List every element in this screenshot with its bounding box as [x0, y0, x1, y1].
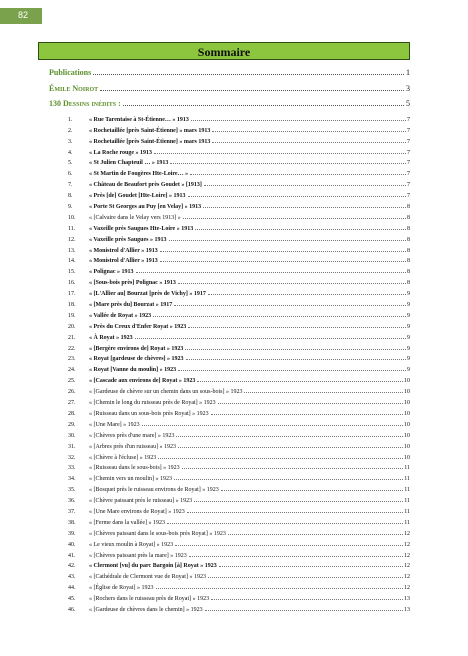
- entry-title: « [Rochers dans le ruisseau près de Royat] » 1923: [89, 596, 210, 603]
- entry-number: 26.: [68, 389, 76, 396]
- entry-number: 13.: [68, 247, 76, 254]
- dot-leader: [205, 610, 403, 611]
- toc-entry[interactable]: [68, 591, 410, 602]
- toc-entry[interactable]: [68, 254, 410, 265]
- dot-leader: [174, 479, 403, 480]
- entry-number: 21.: [68, 334, 76, 341]
- toc-entry[interactable]: [68, 123, 410, 134]
- dot-leader: [178, 447, 403, 448]
- entry-number: 44.: [68, 585, 76, 592]
- entry-number: 15.: [68, 269, 76, 276]
- dot-leader: [93, 74, 404, 75]
- entry-page: 8: [407, 247, 410, 254]
- toc-entry[interactable]: [68, 188, 410, 199]
- entry-page: 9: [407, 291, 410, 298]
- dot-leader: [154, 153, 406, 154]
- dot-leader: [208, 294, 406, 295]
- page-number: 82: [18, 10, 29, 20]
- entry-title: « [Chèvres près d'une mare] » 1923: [89, 432, 175, 439]
- toc-entry[interactable]: [68, 232, 410, 243]
- toc-entry[interactable]: [68, 526, 410, 537]
- entry-page: 10: [404, 410, 410, 417]
- toc-entry[interactable]: [68, 199, 410, 210]
- entry-number: 45.: [68, 596, 76, 603]
- entry-title: « Polignac » 1913: [89, 269, 134, 276]
- entry-number: 4.: [68, 149, 73, 156]
- entry-number: 29.: [68, 421, 76, 428]
- entry-title: « [Bergère environs de] Royat » 1923: [89, 345, 184, 352]
- entry-page: 9: [407, 367, 410, 374]
- entry-page: 10: [404, 443, 410, 450]
- dot-leader: [136, 272, 407, 273]
- toc-entry[interactable]: [68, 417, 410, 428]
- entry-number: 33.: [68, 465, 76, 472]
- entry-title: « Rue Tarentaise à St-Étienne… » 1913: [89, 116, 189, 123]
- drawing-list: [68, 112, 410, 613]
- entry-number: 40.: [68, 541, 76, 548]
- entry-title: « Près [de] Goudet [Hte-Loire] » 1913: [89, 193, 186, 200]
- dot-leader: [158, 458, 403, 459]
- page-title: Sommaire: [197, 45, 251, 59]
- entry-number: 2.: [68, 127, 73, 134]
- dot-leader: [142, 425, 403, 426]
- dot-leader: [156, 588, 404, 589]
- entry-title: « [Une Mare environs de Royat] » 1923: [89, 508, 185, 515]
- entry-title: « Près du Creux d'Enfer Royat » 1923: [89, 323, 187, 330]
- entry-number: 37.: [68, 508, 76, 515]
- entry-page: 11: [404, 498, 410, 505]
- entry-number: 18.: [68, 302, 76, 309]
- entry-number: 10.: [68, 214, 76, 221]
- entry-number: 11.: [68, 225, 76, 232]
- dot-leader: [203, 207, 406, 208]
- entry-title: « [Ruisseau dans un sous-bois près Royat] » 1923: [89, 410, 209, 417]
- toc-top-label: 130 Dessins inédits :: [49, 99, 121, 108]
- dot-leader: [208, 577, 403, 578]
- toc-entry[interactable]: [68, 221, 410, 232]
- dot-leader: [219, 566, 403, 567]
- toc-entry[interactable]: [68, 156, 410, 167]
- entry-page: 8: [407, 280, 410, 287]
- dot-leader: [169, 240, 406, 241]
- dot-leader: [170, 163, 406, 164]
- dot-leader: [211, 599, 403, 600]
- entry-title: « [Gardeuse de chèvre sur un chemin dans un sous-bois] » 1923: [89, 389, 243, 396]
- entry-title: « [Ferme dans la vallée] » 1923: [89, 519, 165, 526]
- entry-number: 27.: [68, 400, 76, 407]
- toc-entry[interactable]: [68, 341, 410, 352]
- entry-title: « [L'Allier au] Bourzat [près de Vichy] » 1917: [89, 291, 206, 298]
- toc-entry[interactable]: [68, 602, 410, 613]
- toc-entry[interactable]: [68, 373, 410, 384]
- entry-title: « [Sous-bois près] Polignac » 1913: [89, 280, 176, 287]
- entry-number: 42.: [68, 563, 76, 570]
- entry-page: 8: [407, 204, 410, 211]
- dot-leader: [228, 534, 403, 535]
- entry-title: « [Mare près du] Bourzat » 1917: [89, 302, 173, 309]
- toc-entry[interactable]: [68, 384, 410, 395]
- toc-entry[interactable]: [68, 482, 410, 493]
- entry-number: 12.: [68, 236, 76, 243]
- entry-title: « Le vieux moulin à Royat] » 1923: [89, 541, 174, 548]
- entry-number: 24.: [68, 367, 76, 374]
- entry-number: 39.: [68, 530, 76, 537]
- toc-entry[interactable]: [68, 569, 410, 580]
- entry-page: 13: [404, 606, 410, 613]
- entry-page: 9: [407, 356, 410, 363]
- toc-top-page: 3: [406, 84, 410, 93]
- entry-title: « Clermont [vu] du parc Bargoin [à] Royat » 1923: [89, 563, 217, 570]
- toc-entry[interactable]: [68, 471, 410, 482]
- entry-page: 9: [407, 312, 410, 319]
- entry-page: 7: [407, 182, 410, 189]
- dot-leader: [194, 501, 403, 502]
- entry-number: 6.: [68, 171, 73, 178]
- entry-page: 7: [407, 193, 410, 200]
- toc-entry[interactable]: [68, 264, 410, 275]
- entry-page: 13: [404, 596, 410, 603]
- dot-leader: [160, 251, 406, 252]
- entry-page: 7: [407, 127, 410, 134]
- dot-leader: [186, 359, 406, 360]
- toc-entry[interactable]: [68, 515, 410, 526]
- entry-page: 9: [407, 323, 410, 330]
- toc-entry[interactable]: [68, 395, 410, 406]
- toc-entry[interactable]: [68, 406, 410, 417]
- entry-number: 1.: [68, 116, 73, 123]
- dot-leader: [100, 90, 404, 91]
- summary-title-box: [38, 42, 410, 60]
- toc-entry[interactable]: [68, 559, 410, 570]
- entry-number: 34.: [68, 476, 76, 483]
- entry-number: 14.: [68, 258, 76, 265]
- toc-entry[interactable]: [68, 286, 410, 297]
- entry-title: « [Chèvres paissant dans le sous-bois près Royat] » 1923: [89, 530, 226, 537]
- toc-entry[interactable]: [68, 504, 410, 515]
- entry-title: « [Cathédrale de Clermont vue de Royat] » 1923: [89, 574, 206, 581]
- entry-number: 3.: [68, 138, 73, 145]
- entry-page: 9: [407, 334, 410, 341]
- toc-entry[interactable]: [68, 537, 410, 548]
- entry-page: 7: [407, 149, 410, 156]
- entry-title: « Royat [gardeuse de chèvres] » 1923: [89, 356, 184, 363]
- toc-entry[interactable]: [68, 362, 410, 373]
- entry-page: 7: [407, 171, 410, 178]
- entry-title: « Vaxeille près Saugues » 1913: [89, 236, 167, 243]
- entry-number: 16.: [68, 280, 76, 287]
- toc-entry[interactable]: [68, 166, 410, 177]
- entry-title: « Rochetaillée [près Saint-Étienne] » mars 1913: [89, 138, 211, 145]
- toc-entry[interactable]: [68, 428, 410, 439]
- entry-page: 9: [407, 302, 410, 309]
- entry-title: « [Ruisseau dans le sous-bois] » 1923: [89, 465, 180, 472]
- toc-top-page: 5: [406, 99, 410, 108]
- entry-title: « [Gardeuse de chèvres dans le chemin] » 1923: [89, 606, 203, 613]
- entry-number: 36.: [68, 498, 76, 505]
- entry-page: 7: [407, 160, 410, 167]
- dot-leader: [221, 490, 403, 491]
- entry-title: « [Une Mare] » 1923: [89, 421, 140, 428]
- toc-entry[interactable]: [68, 319, 410, 330]
- entry-page: 8: [407, 258, 410, 265]
- dot-leader: [212, 131, 406, 132]
- dot-leader: [178, 370, 406, 371]
- entry-title: « St Julien Chapteuil … » 1913: [89, 160, 169, 167]
- entry-number: 31.: [68, 443, 76, 450]
- toc-entry[interactable]: [68, 297, 410, 308]
- entry-title: « [Chèvre paissant près le ruisseau] » 1923: [89, 498, 193, 505]
- entry-number: 19.: [68, 312, 76, 319]
- entry-number: 41.: [68, 552, 76, 559]
- entry-title: « Rochetaillée [près Saint-Étienne] » mars 1913: [89, 127, 211, 134]
- entry-page: 8: [407, 269, 410, 276]
- entry-title: « [Église de Royat] » 1923: [89, 585, 154, 592]
- dot-leader: [175, 545, 403, 546]
- toc-top-entry[interactable]: [49, 67, 410, 77]
- entry-page: 12: [404, 563, 410, 570]
- entry-number: 28.: [68, 410, 76, 417]
- dot-leader: [191, 120, 406, 121]
- entry-page: 11: [404, 519, 410, 526]
- toc-entry[interactable]: [68, 330, 410, 341]
- entry-title: « Monistrol d'Allier » 1913: [89, 258, 158, 265]
- entry-title: « [Arbres près d'un ruisseau] » 1923: [89, 443, 177, 450]
- entry-number: 46.: [68, 606, 76, 613]
- dot-leader: [211, 414, 403, 415]
- entry-page: 11: [404, 476, 410, 483]
- toc-entry[interactable]: [68, 352, 410, 363]
- toc-top-entry[interactable]: [49, 83, 410, 93]
- entry-title: « [Bosquet près le ruisseau environs de Royat] » 1923: [89, 487, 219, 494]
- toc-entry[interactable]: [68, 493, 410, 504]
- dot-leader: [135, 338, 406, 339]
- entry-number: 9.: [68, 204, 73, 211]
- toc-entry[interactable]: [68, 275, 410, 286]
- dot-leader: [176, 436, 403, 437]
- dot-leader: [244, 392, 403, 393]
- dot-leader: [187, 512, 403, 513]
- dot-leader: [123, 105, 404, 106]
- entry-number: 17.: [68, 291, 76, 298]
- entry-number: 30.: [68, 432, 76, 439]
- entry-page: 12: [404, 530, 410, 537]
- entry-title: « Vaxeille près Saugues Hte-Loire » 1913: [89, 225, 194, 232]
- entry-page: 8: [407, 225, 410, 232]
- entry-page: 11: [404, 487, 410, 494]
- toc-top-label: Émile Noirot: [49, 84, 99, 93]
- dot-leader: [183, 218, 406, 219]
- entry-page: 12: [404, 585, 410, 592]
- dot-leader: [178, 283, 406, 284]
- entry-number: 25.: [68, 378, 76, 385]
- entry-title: « Monistrol d'Allier » 1913: [89, 247, 158, 254]
- entry-title: « Vallée de Royat » 1923: [89, 312, 152, 319]
- entry-title: « [Chèvre à l'écluse] » 1923: [89, 454, 157, 461]
- toc-entry[interactable]: [68, 112, 410, 123]
- toc-top-label: Publications: [49, 68, 92, 77]
- toc-top-page: 1: [406, 68, 410, 77]
- entry-title: « [Calvaire dans le Velay vers 1913] »: [89, 214, 181, 221]
- entry-number: 8.: [68, 193, 73, 200]
- dot-leader: [153, 316, 406, 317]
- entry-title: « [Chemin vers un moulin] » 1923: [89, 476, 172, 483]
- entry-number: 22.: [68, 345, 76, 352]
- toc-entry[interactable]: [68, 308, 410, 319]
- entry-page: 9: [407, 345, 410, 352]
- entry-title: « [Cascade aux environs de] Royat » 1923: [89, 378, 196, 385]
- dot-leader: [182, 468, 404, 469]
- toc-entry[interactable]: [68, 439, 410, 450]
- entry-title: « [Chèvres paissant près la mare] » 1923: [89, 552, 187, 559]
- entry-number: 20.: [68, 323, 76, 330]
- entry-number: 38.: [68, 519, 76, 526]
- entry-title: « St Martin de Fougères Hte-Loire… »: [89, 171, 189, 178]
- dot-leader: [174, 305, 406, 306]
- toc-entry[interactable]: [68, 134, 410, 145]
- dot-leader: [204, 185, 406, 186]
- entry-page: 7: [407, 116, 410, 123]
- dot-leader: [188, 327, 406, 328]
- dot-leader: [185, 349, 406, 350]
- entry-page: 7: [407, 138, 410, 145]
- dot-leader: [188, 196, 406, 197]
- dot-leader: [218, 403, 403, 404]
- toc-entry[interactable]: [68, 243, 410, 254]
- entry-page: 10: [404, 389, 410, 396]
- entry-title: « [Chemin le long du ruisseau près de Royat] » 1923: [89, 400, 216, 407]
- dot-leader: [190, 174, 406, 175]
- dot-leader: [167, 523, 403, 524]
- dot-leader: [189, 556, 403, 557]
- toc-top-entry[interactable]: [49, 98, 410, 108]
- dot-leader: [195, 229, 406, 230]
- toc-entry[interactable]: [68, 177, 410, 188]
- entry-page: 12: [404, 541, 410, 548]
- toc-entry[interactable]: [68, 450, 410, 461]
- entry-page: 11: [404, 465, 410, 472]
- entry-title: « Porte St Georges au Puy [en Velay] » 1913: [89, 204, 202, 211]
- toc-entry[interactable]: [68, 461, 410, 472]
- entry-title: « À Royat » 1923: [89, 334, 133, 341]
- toc-entry[interactable]: [68, 580, 410, 591]
- entry-number: 7.: [68, 182, 73, 189]
- entry-number: 32.: [68, 454, 76, 461]
- entry-page: 10: [404, 378, 410, 385]
- toc-entry[interactable]: [68, 210, 410, 221]
- entry-page: 10: [404, 454, 410, 461]
- entry-number: 35.: [68, 487, 76, 494]
- entry-page: 10: [404, 432, 410, 439]
- toc-entry[interactable]: [68, 548, 410, 559]
- entry-title: « Château de Beaufort près Goudet » [1913]: [89, 182, 202, 189]
- entry-page: 10: [404, 400, 410, 407]
- entry-page: 8: [407, 214, 410, 221]
- entry-page: 12: [404, 574, 410, 581]
- dot-leader: [212, 142, 406, 143]
- entry-number: 43.: [68, 574, 76, 581]
- entry-number: 5.: [68, 160, 73, 167]
- entry-page: 10: [404, 421, 410, 428]
- entry-page: 12: [404, 552, 410, 559]
- entry-title: « La Roche rouge » 1913: [89, 149, 153, 156]
- dot-leader: [197, 381, 403, 382]
- dot-leader: [160, 261, 406, 262]
- page-number-tab: [0, 8, 42, 24]
- entry-number: 23.: [68, 356, 76, 363]
- entry-page: 11: [404, 508, 410, 515]
- entry-page: 8: [407, 236, 410, 243]
- toc-entry[interactable]: [68, 145, 410, 156]
- entry-title: « Royat [Vanne du moulin] » 1923: [89, 367, 177, 374]
